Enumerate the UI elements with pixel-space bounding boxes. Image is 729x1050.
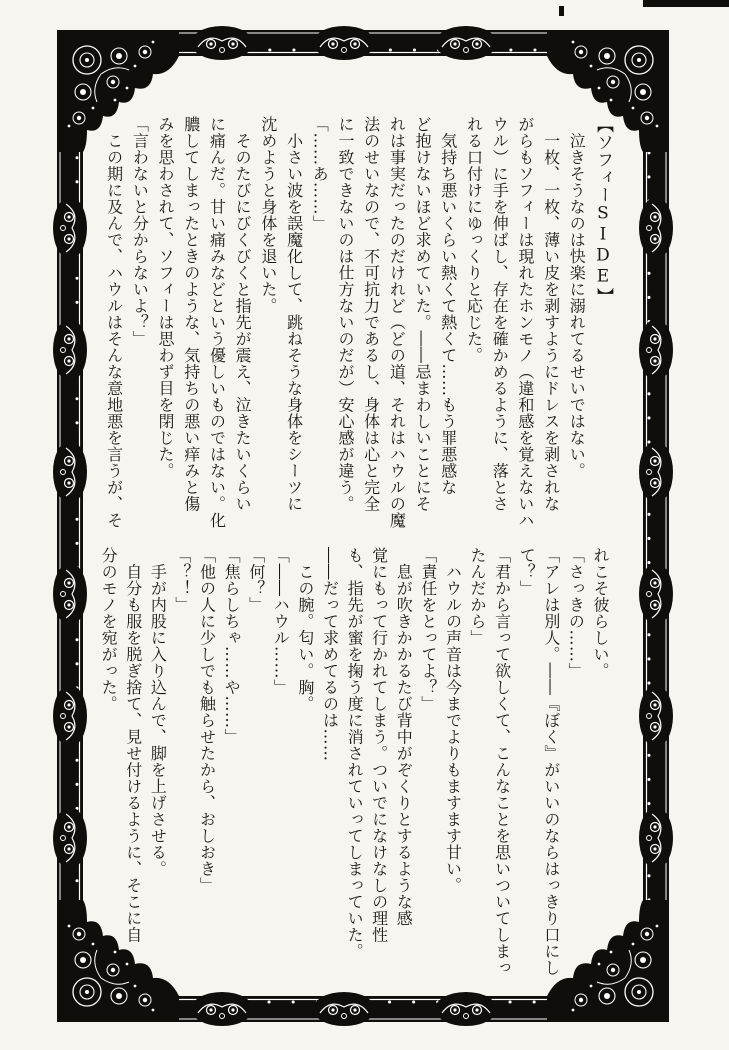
text-column: 泣きそうなのは快楽に溺れてるせいではない。 [567, 116, 587, 479]
text-column: 気持ち悪いくらい熱くて熱くて……もう罪悪感な [438, 116, 458, 496]
text-column: 「――ハウル……」 [271, 547, 291, 696]
text-column: ウル）に手を伸ばし、存在を確かめるように、落とさ [490, 116, 510, 512]
section-header-close-bracket: 】 [593, 287, 613, 305]
text-column: 「君から言って欲しくて、こんなことを思いついてしまっ [492, 547, 512, 976]
text-column: 「……あ……」 [310, 116, 330, 232]
text-column: 覚にもって行かれてしまう。ついでになけなしの理性 [369, 547, 389, 943]
text-column: 「他の人に少しでも触らせたから、おしおき」 [197, 547, 217, 894]
text-column: て？」 [517, 547, 537, 597]
section-header [589, 116, 615, 520]
text-column: 法のせいなので、不可抗力であるし、身体は心と完全 [361, 116, 381, 512]
text-column: ――だって求めてるのは…… [320, 547, 340, 762]
text-column: 小さい波を誤魔化して、跳ねそうな身体をシーツに [284, 116, 304, 512]
text-column: れこそ彼らしい。 [591, 547, 610, 679]
section-header-open-bracket: 【ソフィー [593, 116, 613, 204]
text-column: 「？！」 [172, 547, 192, 613]
text-column: 一枚、一枚、薄い皮を剥すようにドレスを剥されな [541, 116, 561, 512]
text-column: この期に及んで、ハウルはそんな意地悪を言うが、そ [104, 116, 124, 529]
text-column: 息が吹きかかるたび背中がぞくりとするような感 [394, 547, 414, 927]
dialogue-section [95, 547, 612, 977]
text-column: 「責任をとってよ？」 [418, 547, 438, 712]
section-header-latin: SIDE [593, 203, 613, 288]
text-column: 「焦らしちゃ……や……」 [222, 547, 242, 745]
text-column: そのたびにびくびくと指先が震え、泣きたいくらい [233, 116, 253, 512]
text-column: 手が内股に入り込んで、脚を上げさせる。 [148, 547, 168, 877]
text-column: この腕。匂い。胸。 [295, 547, 315, 712]
text-column: れは事実だったのだけれど（どの道、それはハウルの魔 [387, 116, 407, 529]
sophie-side-section [101, 116, 615, 529]
text-column: 「言わないと分からないよ？」 [130, 116, 150, 347]
text-column: 自分も服を脱ぎ捨て、見せ付けるように、そこに自 [123, 547, 143, 943]
text-column: たんだから」 [468, 547, 488, 646]
text-column: れる口付けにゆっくりと応じた。 [464, 116, 484, 364]
text-column: 膿してしまったときのような、気持ちの悪い痒みと傷 [181, 116, 201, 512]
text-column: も、指先が蜜を掬う度に消されていってしまっていた。 [345, 547, 365, 960]
text-column: に痛んだ。甘い痛みなどという優しいものではない。化 [207, 116, 227, 529]
text-column: 「何？」 [246, 547, 266, 613]
text-column: がらもソフィーは現れたホンモノ（違和感を覚えないハ [515, 116, 535, 529]
text-column: 分のモノを宛がった。 [99, 547, 119, 712]
text-column: 「アレは別人。――『ぼく』がいいのならはっきり口にし [541, 547, 561, 976]
text-column: 沈めようと身体を退いた。 [258, 116, 278, 314]
text-column: ハウルの声音は今までよりもますます甘い。 [443, 547, 463, 894]
text-column: に一致できないのは仕方ないのだが）安心感が違う。 [335, 116, 355, 512]
text-column: みを思わされて、ソフィーは思わず目を閉じた。 [156, 116, 176, 479]
text-column: 「さっきの……」 [566, 547, 586, 679]
text-column: ど抱けないほど求めていた。――忌まわしいことにそ [413, 116, 433, 512]
